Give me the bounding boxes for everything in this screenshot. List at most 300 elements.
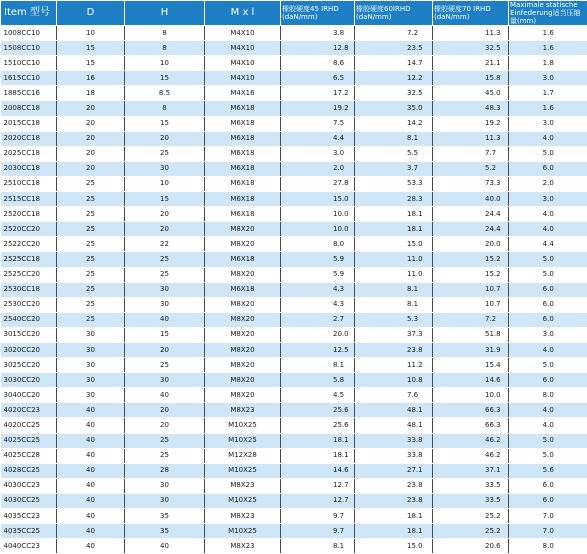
cell-item: 4020CC23 (1, 403, 57, 418)
cell-hardness-45: 12.7 (281, 493, 355, 508)
cell-d: 25 (57, 192, 125, 207)
cell-hardness-45: 25.6 (281, 403, 355, 418)
cell-max-deflection: 7.0 (509, 524, 587, 539)
cell-mxl: M8X20 (205, 267, 281, 282)
table-row (1, 327, 587, 342)
cell-d: 25 (57, 267, 125, 282)
table-row (1, 192, 587, 207)
cell-hardness-45: 27.8 (281, 176, 355, 191)
cell-hardness-70: 15.2 (433, 252, 509, 267)
cell-hardness-60: 12.2 (355, 71, 433, 86)
cell-hardness-60: 18.1 (355, 207, 433, 222)
table-row (1, 448, 587, 463)
cell-item: 2520CC20 (1, 222, 57, 237)
cell-hardness-70: 48.3 (433, 101, 509, 116)
cell-hardness-70: 5.2 (433, 161, 509, 176)
cell-hardness-45: 9.7 (281, 524, 355, 539)
cell-h: 35 (125, 524, 205, 539)
table-row (1, 418, 587, 433)
cell-hardness-60: 8.1 (355, 131, 433, 146)
table-row (1, 342, 587, 357)
cell-hardness-70: 25.2 (433, 509, 509, 524)
cell-d: 25 (57, 222, 125, 237)
cell-hardness-45: 4.5 (281, 388, 355, 403)
cell-hardness-60: 32.5 (355, 86, 433, 101)
cell-hardness-60: 15.0 (355, 539, 433, 554)
cell-h: 40 (125, 388, 205, 403)
cell-d: 40 (57, 524, 125, 539)
cell-hardness-70: 46.2 (433, 433, 509, 448)
cell-d: 30 (57, 388, 125, 403)
cell-item: 2015CC18 (1, 116, 57, 131)
cell-hardness-70: 10.7 (433, 297, 509, 312)
cell-hardness-70: 11.3 (433, 26, 509, 41)
cell-d: 25 (57, 176, 125, 191)
cell-mxl: M4X10 (205, 71, 281, 86)
cell-item: 4025CC25 (1, 433, 57, 448)
cell-d: 18 (57, 86, 125, 101)
cell-hardness-70: 32.5 (433, 41, 509, 56)
cell-hardness-70: 33.5 (433, 478, 509, 493)
cell-mxl: M6X18 (205, 176, 281, 191)
cell-hardness-60: 7.2 (355, 26, 433, 41)
cell-h: 25 (125, 252, 205, 267)
cell-mxl: M6X18 (205, 282, 281, 297)
cell-hardness-70: 15.2 (433, 267, 509, 282)
table-row (1, 131, 587, 146)
cell-item: 4020CC25 (1, 418, 57, 433)
cell-max-deflection: 5.0 (509, 267, 587, 282)
cell-mxl: M8X20 (205, 342, 281, 357)
cell-hardness-70: 25.2 (433, 524, 509, 539)
cell-max-deflection: 1.6 (509, 41, 587, 56)
cell-mxl: M8X20 (205, 222, 281, 237)
cell-hardness-45: 3.8 (281, 26, 355, 41)
cell-d: 15 (57, 41, 125, 56)
cell-max-deflection: 4.0 (509, 403, 587, 418)
cell-h: 28 (125, 463, 205, 478)
cell-h: 40 (125, 312, 205, 327)
table-row (1, 237, 587, 252)
table-row (1, 373, 587, 388)
table-row (1, 26, 587, 41)
table-row (1, 267, 587, 282)
cell-hardness-60: 15.0 (355, 237, 433, 252)
cell-max-deflection: 6.0 (509, 478, 587, 493)
cell-hardness-45: 20.0 (281, 327, 355, 342)
cell-mxl: M4X10 (205, 56, 281, 71)
cell-item: 1885CC16 (1, 86, 57, 101)
cell-h: 20 (125, 418, 205, 433)
table-row (1, 433, 587, 448)
cell-mxl: M6X18 (205, 146, 281, 161)
cell-mxl: M8X20 (205, 388, 281, 403)
cell-max-deflection: 5.0 (509, 433, 587, 448)
cell-hardness-45: 12.7 (281, 478, 355, 493)
cell-hardness-70: 40.0 (433, 192, 509, 207)
cell-hardness-45: 18.1 (281, 433, 355, 448)
cell-h: 20 (125, 342, 205, 357)
cell-h: 8 (125, 101, 205, 116)
cell-item: 3020CC20 (1, 342, 57, 357)
cell-hardness-45: 7.5 (281, 116, 355, 131)
cell-d: 40 (57, 403, 125, 418)
table-row (1, 207, 587, 222)
cell-item: 2522CC20 (1, 237, 57, 252)
cell-max-deflection: 1.8 (509, 56, 587, 71)
cell-d: 30 (57, 342, 125, 357)
cell-hardness-45: 4.4 (281, 131, 355, 146)
cell-hardness-60: 8.1 (355, 282, 433, 297)
table-row (1, 509, 587, 524)
cell-d: 15 (57, 56, 125, 71)
table-row (1, 388, 587, 403)
cell-hardness-70: 31.9 (433, 342, 509, 357)
cell-hardness-60: 23.8 (355, 478, 433, 493)
cell-max-deflection: 6.0 (509, 161, 587, 176)
cell-mxl: M6X18 (205, 192, 281, 207)
cell-max-deflection: 4.0 (509, 131, 587, 146)
cell-d: 25 (57, 282, 125, 297)
cell-h: 8.5 (125, 86, 205, 101)
cell-d: 25 (57, 207, 125, 222)
cell-hardness-70: 66.3 (433, 418, 509, 433)
cell-h: 30 (125, 493, 205, 508)
table-row (1, 116, 587, 131)
cell-hardness-60: 3.7 (355, 161, 433, 176)
cell-item: 3015CC20 (1, 327, 57, 342)
cell-hardness-70: 24.4 (433, 222, 509, 237)
cell-hardness-60: 18.1 (355, 509, 433, 524)
cell-hardness-60: 8.1 (355, 297, 433, 312)
header-h: H (125, 1, 205, 26)
cell-hardness-70: 15.8 (433, 71, 509, 86)
table-row (1, 463, 587, 478)
cell-hardness-60: 5.5 (355, 146, 433, 161)
cell-item: 2525CC20 (1, 267, 57, 282)
cell-mxl: M6X18 (205, 252, 281, 267)
cell-mxl: M4X10 (205, 41, 281, 56)
cell-max-deflection: 5.0 (509, 448, 587, 463)
cell-item: 3025CC20 (1, 358, 57, 373)
cell-mxl: M12X28 (205, 448, 281, 463)
cell-item: 1615CC10 (1, 71, 57, 86)
cell-h: 10 (125, 176, 205, 191)
cell-hardness-70: 7.2 (433, 312, 509, 327)
cell-max-deflection: 6.0 (509, 493, 587, 508)
cell-d: 25 (57, 297, 125, 312)
cell-hardness-60: 35.0 (355, 101, 433, 116)
cell-hardness-45: 25.6 (281, 418, 355, 433)
cell-hardness-45: 15.0 (281, 192, 355, 207)
header-max-deflection: Maximale statische Einfederung适当压缩量(mm) (509, 1, 587, 26)
cell-hardness-60: 11.2 (355, 358, 433, 373)
cell-h: 15 (125, 327, 205, 342)
cell-d: 20 (57, 146, 125, 161)
cell-mxl: M6X18 (205, 131, 281, 146)
cell-h: 15 (125, 192, 205, 207)
cell-max-deflection: 5.0 (509, 358, 587, 373)
table-row (1, 282, 587, 297)
cell-hardness-60: 23.8 (355, 342, 433, 357)
cell-d: 25 (57, 312, 125, 327)
cell-hardness-60: 53.3 (355, 176, 433, 191)
cell-hardness-70: 11.3 (433, 131, 509, 146)
cell-mxl: M8X20 (205, 358, 281, 373)
cell-mxl: M10X25 (205, 493, 281, 508)
table-row (1, 524, 587, 539)
cell-d: 30 (57, 373, 125, 388)
cell-item: 1508CC10 (1, 41, 57, 56)
cell-d: 20 (57, 116, 125, 131)
cell-item: 2530CC20 (1, 297, 57, 312)
cell-max-deflection: 1.6 (509, 101, 587, 116)
cell-hardness-70: 37.1 (433, 463, 509, 478)
cell-hardness-60: 28.3 (355, 192, 433, 207)
cell-item: 3030CC20 (1, 373, 57, 388)
cell-hardness-45: 2.7 (281, 312, 355, 327)
cell-hardness-60: 27.1 (355, 463, 433, 478)
cell-hardness-45: 19.2 (281, 101, 355, 116)
cell-d: 40 (57, 539, 125, 554)
cell-item: 2020CC18 (1, 131, 57, 146)
cell-mxl: M8X20 (205, 373, 281, 388)
cell-hardness-70: 21.1 (433, 56, 509, 71)
table-row (1, 493, 587, 508)
cell-hardness-45: 6.5 (281, 71, 355, 86)
cell-hardness-60: 23.5 (355, 41, 433, 56)
cell-mxl: M10X25 (205, 433, 281, 448)
cell-mxl: M8X23 (205, 478, 281, 493)
cell-hardness-45: 17.2 (281, 86, 355, 101)
table-row (1, 252, 587, 267)
cell-max-deflection: 2.0 (509, 176, 587, 191)
cell-h: 15 (125, 71, 205, 86)
cell-h: 8 (125, 26, 205, 41)
table-row (1, 297, 587, 312)
cell-hardness-45: 10.0 (281, 222, 355, 237)
cell-item: 1008CC10 (1, 26, 57, 41)
cell-d: 40 (57, 493, 125, 508)
cell-item: 2008CC18 (1, 101, 57, 116)
header-hardness-60: 橡胶硬度60IRHD (daN/mm) (355, 1, 433, 26)
header-d: D (57, 1, 125, 26)
cell-hardness-60: 23.8 (355, 493, 433, 508)
cell-max-deflection: 8.0 (509, 539, 587, 554)
cell-hardness-60: 37.3 (355, 327, 433, 342)
cell-hardness-70: 24.4 (433, 207, 509, 222)
cell-hardness-70: 46.2 (433, 448, 509, 463)
cell-max-deflection: 4.0 (509, 222, 587, 237)
cell-mxl: M8X23 (205, 539, 281, 554)
cell-mxl: M6X18 (205, 101, 281, 116)
cell-hardness-60: 14.2 (355, 116, 433, 131)
cell-max-deflection: 6.0 (509, 282, 587, 297)
cell-item: 4035CC23 (1, 509, 57, 524)
cell-item: 4035CC25 (1, 524, 57, 539)
cell-d: 25 (57, 252, 125, 267)
cell-h: 30 (125, 282, 205, 297)
cell-max-deflection: 3.0 (509, 71, 587, 86)
cell-item: 3040CC20 (1, 388, 57, 403)
cell-max-deflection: 4.0 (509, 342, 587, 357)
cell-item: 1510CC10 (1, 56, 57, 71)
cell-d: 40 (57, 463, 125, 478)
cell-hardness-70: 10.0 (433, 388, 509, 403)
header-hardness-45: 橡胶硬度45 IRHD (daN/mm) (281, 1, 355, 26)
cell-hardness-45: 10.0 (281, 207, 355, 222)
cell-max-deflection: 4.0 (509, 418, 587, 433)
header-mxl: M x l (205, 1, 281, 26)
cell-item: 2025CC18 (1, 146, 57, 161)
cell-hardness-60: 33.8 (355, 433, 433, 448)
cell-hardness-70: 51.8 (433, 327, 509, 342)
cell-hardness-45: 3.0 (281, 146, 355, 161)
cell-hardness-60: 14.7 (355, 56, 433, 71)
cell-item: 2030CC18 (1, 161, 57, 176)
cell-h: 25 (125, 146, 205, 161)
cell-hardness-60: 33.8 (355, 448, 433, 463)
cell-hardness-60: 18.1 (355, 524, 433, 539)
cell-d: 20 (57, 131, 125, 146)
cell-hardness-70: 33.5 (433, 493, 509, 508)
table-row (1, 101, 587, 116)
cell-hardness-45: 8.1 (281, 358, 355, 373)
cell-mxl: M8X20 (205, 297, 281, 312)
cell-max-deflection: 5.6 (509, 463, 587, 478)
header-hardness-70: 橡胶硬度70 IRHD (daN/mm) (433, 1, 509, 26)
cell-max-deflection: 3.0 (509, 327, 587, 342)
cell-item: 2515CC18 (1, 192, 57, 207)
table-row (1, 312, 587, 327)
cell-item: 2510CC18 (1, 176, 57, 191)
cell-max-deflection: 5.0 (509, 252, 587, 267)
cell-hardness-45: 4.3 (281, 282, 355, 297)
cell-hardness-70: 73.3 (433, 176, 509, 191)
table-row (1, 56, 587, 71)
cell-hardness-60: 11.0 (355, 252, 433, 267)
cell-mxl: M10X25 (205, 524, 281, 539)
cell-hardness-60: 11.0 (355, 267, 433, 282)
cell-h: 30 (125, 297, 205, 312)
table-row (1, 222, 587, 237)
cell-max-deflection: 3.0 (509, 192, 587, 207)
cell-hardness-45: 5.9 (281, 252, 355, 267)
table-row (1, 86, 587, 101)
cell-max-deflection: 1.7 (509, 86, 587, 101)
cell-item: 4025CC28 (1, 448, 57, 463)
cell-hardness-70: 19.2 (433, 116, 509, 131)
cell-max-deflection: 8.0 (509, 388, 587, 403)
cell-hardness-45: 8.1 (281, 539, 355, 554)
table-row (1, 176, 587, 191)
cell-hardness-60: 48.1 (355, 418, 433, 433)
cell-max-deflection: 3.0 (509, 116, 587, 131)
cell-hardness-60: 10.8 (355, 373, 433, 388)
cell-d: 40 (57, 418, 125, 433)
cell-max-deflection: 7.0 (509, 509, 587, 524)
cell-max-deflection: 4.0 (509, 207, 587, 222)
cell-d: 10 (57, 26, 125, 41)
cell-hardness-60: 48.1 (355, 403, 433, 418)
cell-d: 16 (57, 71, 125, 86)
cell-hardness-45: 4.3 (281, 297, 355, 312)
cell-mxl: M6X18 (205, 207, 281, 222)
cell-max-deflection: 4.4 (509, 237, 587, 252)
cell-h: 20 (125, 131, 205, 146)
cell-hardness-45: 9.7 (281, 509, 355, 524)
cell-h: 30 (125, 161, 205, 176)
cell-max-deflection: 6.0 (509, 312, 587, 327)
cell-hardness-70: 7.7 (433, 146, 509, 161)
cell-hardness-70: 14.6 (433, 373, 509, 388)
cell-h: 10 (125, 56, 205, 71)
cell-hardness-70: 20.6 (433, 539, 509, 554)
cell-hardness-70: 10.7 (433, 282, 509, 297)
cell-h: 20 (125, 222, 205, 237)
cell-hardness-45: 18.1 (281, 448, 355, 463)
cell-item: 4040CC23 (1, 539, 57, 554)
cell-mxl: M10X25 (205, 463, 281, 478)
cell-h: 25 (125, 433, 205, 448)
cell-h: 20 (125, 207, 205, 222)
cell-item: 2530CC18 (1, 282, 57, 297)
cell-h: 30 (125, 478, 205, 493)
cell-hardness-45: 2.0 (281, 161, 355, 176)
cell-d: 40 (57, 509, 125, 524)
cell-mxl: M8X20 (205, 327, 281, 342)
cell-h: 40 (125, 539, 205, 554)
cell-hardness-45: 14.6 (281, 463, 355, 478)
cell-h: 8 (125, 41, 205, 56)
cell-max-deflection: 6.0 (509, 373, 587, 388)
cell-hardness-45: 5.8 (281, 373, 355, 388)
cell-mxl: M6X18 (205, 116, 281, 131)
table-row (1, 478, 587, 493)
cell-d: 40 (57, 433, 125, 448)
cell-h: 25 (125, 358, 205, 373)
cell-hardness-70: 66.3 (433, 403, 509, 418)
cell-h: 25 (125, 267, 205, 282)
table-body (1, 26, 587, 554)
table-row (1, 146, 587, 161)
cell-item: 2520CC18 (1, 207, 57, 222)
cell-hardness-45: 8.0 (281, 237, 355, 252)
cell-h: 20 (125, 403, 205, 418)
cell-item: 4030CC23 (1, 478, 57, 493)
cell-mxl: M8X20 (205, 312, 281, 327)
cell-hardness-60: 7.6 (355, 388, 433, 403)
table-row (1, 403, 587, 418)
cell-mxl: M8X23 (205, 403, 281, 418)
cell-d: 40 (57, 478, 125, 493)
cell-hardness-45: 5.9 (281, 267, 355, 282)
cell-d: 40 (57, 448, 125, 463)
cell-d: 25 (57, 237, 125, 252)
header-item: Item 型号 (1, 1, 57, 26)
cell-d: 30 (57, 358, 125, 373)
cell-h: 15 (125, 116, 205, 131)
table-row (1, 358, 587, 373)
cell-h: 25 (125, 448, 205, 463)
table-row (1, 71, 587, 86)
cell-d: 20 (57, 161, 125, 176)
cell-item: 2525CC18 (1, 252, 57, 267)
cell-mxl: M10X25 (205, 418, 281, 433)
cell-d: 20 (57, 101, 125, 116)
cell-mxl: M8X23 (205, 509, 281, 524)
table-row (1, 161, 587, 176)
